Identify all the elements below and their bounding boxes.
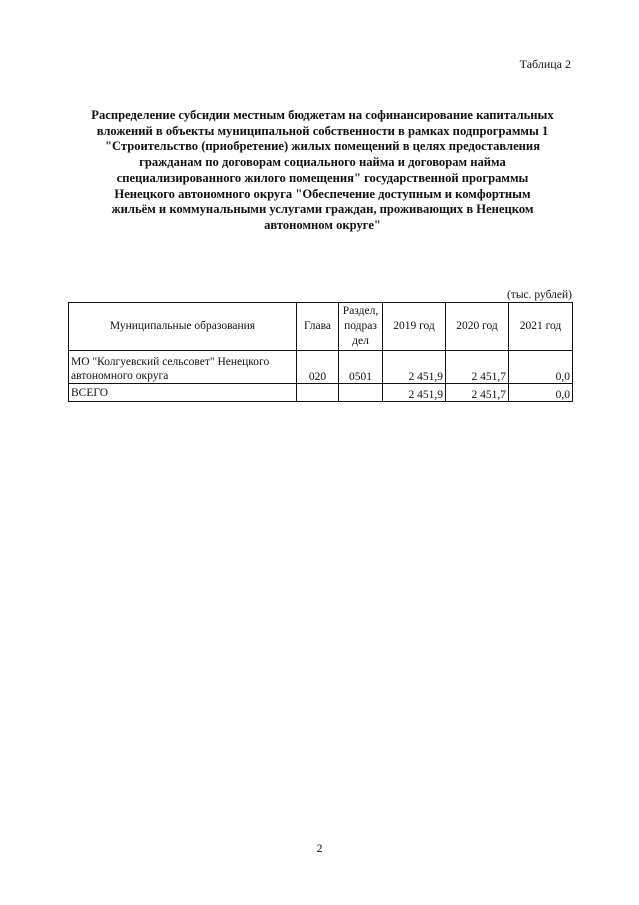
table-label: Таблица 2 xyxy=(519,57,571,71)
table-header-row xyxy=(69,303,573,351)
total-2020: 2 451,7 xyxy=(446,384,509,402)
title-line: вложений в объекты муниципальной собственности в рамках подпрограммы 1 xyxy=(96,123,549,138)
title-line: Ненецкого автономного округа "Обеспечение доступным и комфортным xyxy=(114,186,531,201)
header-chapter: Глава xyxy=(297,303,339,351)
title-line: Распределение субсидии местным бюджетам на софинансирование капитальных xyxy=(91,108,554,122)
total-row xyxy=(69,384,573,402)
header-2020: 2020 год xyxy=(446,303,509,351)
table-row xyxy=(69,351,573,384)
header-section xyxy=(339,303,383,351)
document-title xyxy=(70,108,575,234)
total-chapter xyxy=(297,384,339,402)
title-line: "Строительство (приобретение) жилых помещений в целях предоставления xyxy=(104,139,541,154)
title-line: жильём и коммунальными услугами граждан, проживающих в Ненецком xyxy=(111,202,534,217)
header-2019: 2019 год xyxy=(383,303,446,351)
cell-2020: 2 451,7 xyxy=(446,351,509,384)
title-line: автономном округе" xyxy=(264,217,381,232)
cell-2021: 0,0 xyxy=(509,351,573,384)
header-section-line: подраз xyxy=(344,320,377,332)
title-line: гражданам по договорам социального найма и договорам найма xyxy=(139,155,506,170)
cell-chapter: 020 xyxy=(297,351,339,384)
total-2019: 2 451,9 xyxy=(383,384,446,402)
total-2021: 0,0 xyxy=(509,384,573,402)
header-section-line: Раздел, xyxy=(342,305,379,317)
header-section-line: дел xyxy=(352,335,369,347)
subsidy-table xyxy=(68,302,573,402)
cell-2019: 2 451,9 xyxy=(383,351,446,384)
title-line: специализированного жилого помещения" государственной программы xyxy=(116,170,529,185)
municipality-line: автономного округа xyxy=(71,370,169,382)
cell-section: 0501 xyxy=(339,351,383,384)
header-municipality: Муниципальные образования xyxy=(69,303,297,351)
municipality-line: МО "Колгуевский сельсовет" Ненецкого xyxy=(71,356,270,368)
header-2021: 2021 год xyxy=(509,303,573,351)
page-number: 2 xyxy=(316,841,323,855)
total-section xyxy=(339,384,383,402)
cell-municipality xyxy=(69,351,297,384)
units-label: (тыс. рублей) xyxy=(506,289,572,301)
total-label: ВСЕГО xyxy=(69,384,297,402)
